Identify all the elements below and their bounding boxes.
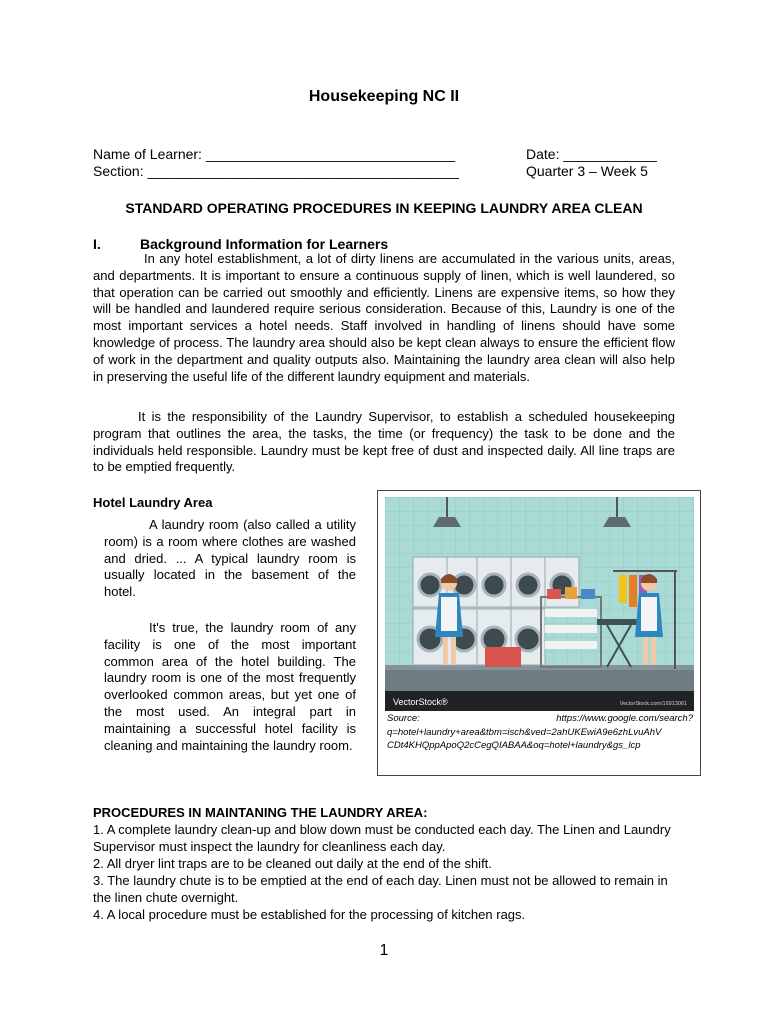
- subheading-hotel-laundry: Hotel Laundry Area: [93, 495, 213, 510]
- section-number: I.: [93, 236, 101, 252]
- caption-url-line-2: q=hotel+laundry+area&tbm=isch&ved=2ahUKEwiA9e6zhLvuAhV: [387, 726, 662, 738]
- main-heading: STANDARD OPERATING PROCEDURES IN KEEPING LAUNDRY AREA CLEAN: [125, 200, 643, 216]
- procedure-item: 2. All dryer lint traps are to be cleaned out daily at the end of the shift.: [93, 856, 492, 871]
- section-title: Background Information for Learners: [140, 236, 389, 252]
- laundry-paragraph-2: It's true, the laundry room of any facility is one of the most important common area of the hotel building. The laundry room is one of the most frequently overlooked common areas, but yet one of the most used. An integral part in maintaining a successful hotel facility is cleaning and maintaining the laundry room.: [104, 620, 356, 753]
- caption-url-line-3: CDt4KHQppApoQ2cCegQIABAA&oq=hotel+laundry&gs_lcp: [387, 740, 641, 751]
- procedure-item: 4. A local procedure must be established for the processing of kitchen rags.: [93, 907, 526, 922]
- learner-name-field: Name of Learner: ________________________________: [93, 146, 455, 162]
- quarter-label: Quarter 3 – Week 5: [526, 163, 648, 179]
- procedures-title: PROCEDURES IN MAINTANING THE LAUNDRY AREA:: [93, 805, 428, 820]
- section-field: Section: ________________________________________: [93, 163, 459, 179]
- figure-caption: [387, 712, 693, 753]
- date-field: Date: ____________: [526, 146, 657, 162]
- procedure-item: 1. A complete laundry clean-up and blow down must be conducted each day. The Linen and Laundry Supervisor must inspect the laundry for cleanliness each day.: [93, 822, 671, 854]
- background-paragraph-2: It is the responsibility of the Laundry Supervisor, to establish a scheduled housekeeping program that outlines the area, the tasks, the time (or frequency) the task to be done and the individuals held responsible. Laundry must be kept free of dust and inspected daily. All line traps are to be emptied frequently.: [93, 409, 675, 475]
- vectorstock-id: VectorStock.com/16913061: [619, 701, 687, 707]
- laundry-room-illustration: [385, 497, 694, 711]
- caption-url-line-1: https://www.google.com/search?: [556, 713, 693, 724]
- laundry-paragraph-1: A laundry room (also called a utility room) is a room where clothes are washed and dried. ... A typical laundry room is usually located in the basement of the hotel.: [104, 517, 356, 600]
- page-number: 1: [379, 942, 389, 959]
- background-paragraph-1: In any hotel establishment, a lot of dirty linens are accumulated in the various units, areas, and departments. It is important to ensure a continuous supply of linen, which is well laundered, so that operation can be carried out smoothly and efficiently. Linens are expensive items, so how they will be handled and laundered require serious consideration. Because of this, Laundry is one of the most important services a hotel needs. Staff involved in handling of linens should have some knowledge of process. The laundry area should also be kept clean always to ensure the efficient flow of work in the department and quality outputs also. Maintaining the laundry area clean will also help in preserving the useful life of the different laundry equipment and materials.: [93, 251, 675, 384]
- document-title: Housekeeping NC II: [308, 88, 460, 105]
- vectorstock-brand: VectorStock®: [393, 697, 448, 707]
- caption-source-label: Source:: [387, 713, 420, 724]
- procedure-item: 3. The laundry chute is to be emptied at the end of each day. Linen must not be allowed to remain in the linen chute overnight.: [93, 873, 668, 905]
